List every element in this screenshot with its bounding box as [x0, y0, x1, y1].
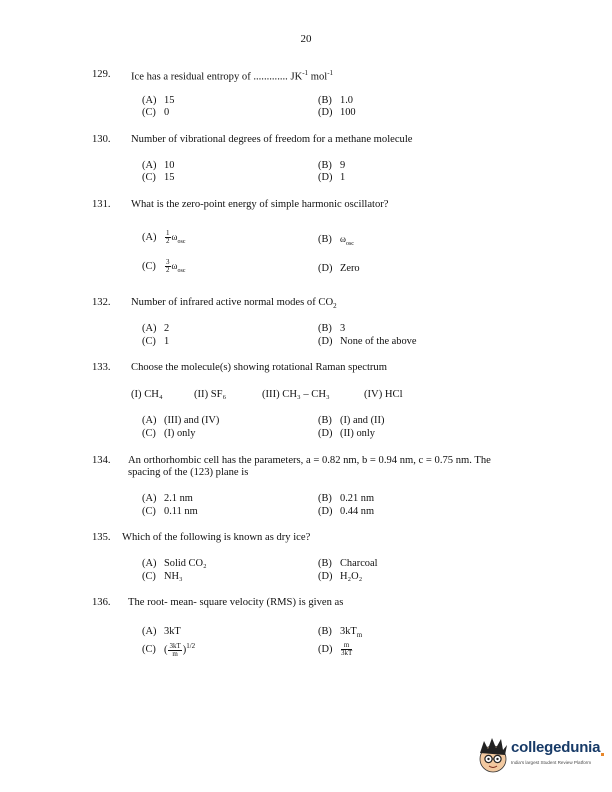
- fraction: $\frac{3}{2}$: [166, 258, 170, 274]
- fraction: $\frac{3kT}{m}$: [169, 641, 181, 658]
- option-d: (D) 100: [318, 107, 356, 118]
- option-c: (C) 15: [142, 172, 175, 183]
- option-d: (D) (II) only: [318, 428, 375, 439]
- question-text: Ice has a residual entropy of ............. $JK^{-1}$ mol$^{-1}$: [131, 69, 334, 83]
- option-b: (B) 1.0: [318, 95, 353, 106]
- question-text: An orthorhombic cell has the parameters, a = 0.82 nm, b = 0.94 nm, c = 0.75 nm. The: [128, 455, 491, 466]
- mascot-icon: [476, 733, 510, 779]
- question-text: Number of vibrational degrees of freedom for a methane molecule: [131, 134, 413, 145]
- option-a: (A) $\frac{1}{2}$ $\omega_{osc}$: [142, 229, 186, 245]
- option-a: (A) Solid CO₂: [142, 558, 207, 569]
- option-c: (C) NH₃: [142, 571, 183, 582]
- molecule-item: (IV) HCl: [364, 389, 403, 400]
- option-c: (C) 1: [142, 336, 170, 347]
- question-text: Choose the molecule(s) showing rotational Raman spectrum: [131, 362, 387, 373]
- option-b: (B) 0.21 nm: [318, 493, 375, 504]
- option-c: (C) ( $\frac{3kT}{m}$ )$^{1/2}$: [142, 641, 196, 658]
- option-b: (B) 9: [318, 160, 346, 171]
- question-number: 132.: [92, 297, 111, 308]
- option-b: (B) $\omega_{osc}$: [318, 234, 354, 247]
- option-c: (C) 0: [142, 107, 170, 118]
- molecule-item: (I) CH₄: [131, 389, 163, 400]
- question-number: 129.: [92, 69, 111, 80]
- option-d: (D) $\frac{m}{3kT}$: [318, 641, 353, 657]
- fraction: $\frac{1}{2}$: [166, 229, 170, 245]
- option-b: (B) 3: [318, 323, 346, 334]
- option-b: (B) $3kT_m$: [318, 626, 363, 640]
- option-d: (D) Zero: [318, 263, 360, 274]
- question-number: 130.: [92, 134, 111, 145]
- molecule-item: (II) SF₆: [194, 389, 227, 400]
- question-number: 136.: [92, 597, 111, 608]
- question-text: Number of infrared active normal modes of $CO_2$: [131, 297, 337, 311]
- question-text-cont: spacing of the (123) plane is: [128, 467, 249, 478]
- question-number: 131.: [92, 199, 111, 210]
- question-number: 133.: [92, 362, 111, 373]
- option-a: (A) 3kT: [142, 626, 181, 637]
- logo-tagline: India's largest Student Review Platform: [511, 760, 592, 765]
- option-a: (A) 2.1 nm: [142, 493, 193, 504]
- question-text: What is the zero-point energy of simple harmonic oscillator?: [131, 199, 389, 210]
- molecule-item: (III) CH₃ – CH₃: [262, 389, 330, 400]
- option-c: (C) (I) only: [142, 428, 196, 439]
- option-b: (B) Charcoal: [318, 558, 378, 569]
- option-a: (A) 15: [142, 95, 175, 106]
- option-a: (A) 2: [142, 323, 170, 334]
- question-text: Which of the following is known as dry ice?: [122, 532, 311, 543]
- logo-wordmark: collegedunia: [511, 739, 604, 756]
- option-a: (A) 10: [142, 160, 175, 171]
- option-d: (D) 0.44 nm: [318, 506, 375, 517]
- option-d: (D) H₂O₂: [318, 571, 363, 582]
- option-b: (B) (I) and (II): [318, 415, 385, 426]
- option-d: (D) 1: [318, 172, 346, 183]
- option-c: (C) 0.11 nm: [142, 506, 198, 517]
- option-a: (A) (III) and (IV): [142, 415, 220, 426]
- question-number: 134.: [92, 455, 111, 466]
- option-c: (C) $\frac{3}{2}$ $\omega_{osc}$: [142, 258, 186, 274]
- option-d: (D) None of the above: [318, 336, 417, 347]
- collegedunia-logo[interactable]: [476, 733, 606, 781]
- question-text: The root- mean- square velocity (RMS) is given as: [128, 597, 344, 608]
- page-number: 20: [300, 33, 312, 45]
- fraction: $\frac{m}{3kT}$: [341, 641, 353, 657]
- question-number: 135.: [92, 532, 111, 543]
